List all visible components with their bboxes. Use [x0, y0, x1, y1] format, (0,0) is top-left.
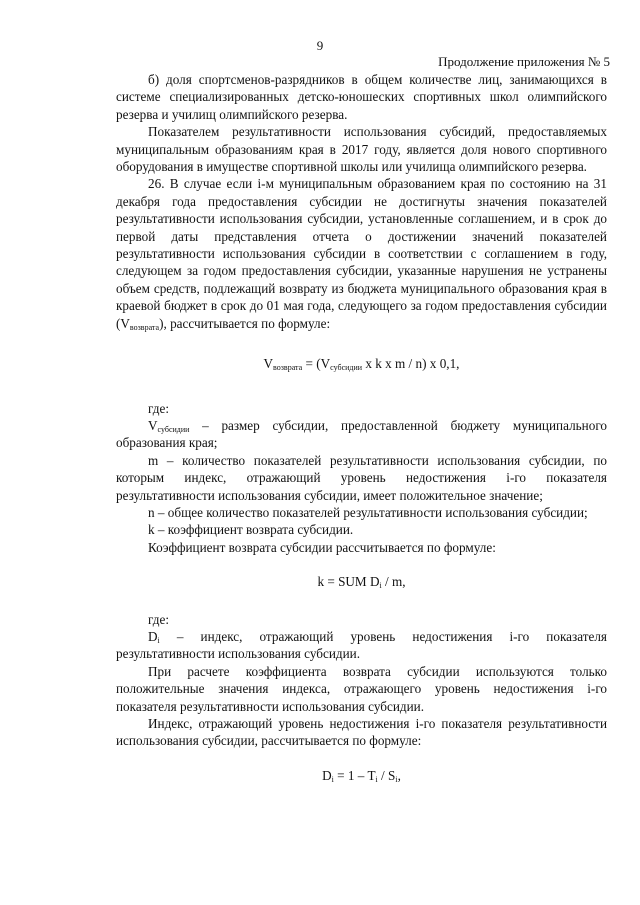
formula-di — [116, 767, 607, 784]
def-vsub-text: – размер субсидии, предоставленной бюджету муниципального образования края; — [116, 417, 607, 451]
paragraph-26 — [116, 175, 607, 332]
def-vsub-v: V — [148, 417, 158, 433]
paragraph-b: б) доля спортсменов-разрядников в общем количестве лиц, занимающихся в системе специализированных детско-юношеских спортивных школ олимпийского резерва и училищ олимпийского резерва. — [116, 72, 607, 122]
body-text — [116, 71, 607, 784]
formula-v-return — [116, 355, 607, 372]
paragraph-positive-values: При расчете коэффициента возврата субсидии используются только положительные значения индекса, отражающего уровень недостижения i-го показателя результативности использования субсидии. — [116, 663, 607, 714]
formula3-mid: = 1 – T — [333, 767, 376, 783]
definition-di — [116, 628, 607, 663]
formula1-v-sub: возврата — [273, 363, 303, 373]
formula3-t-sub: i — [375, 774, 378, 784]
formula1-end: х k х m / n) х 0,1, — [362, 356, 460, 372]
where-label-1: где: — [148, 400, 169, 416]
paragraph-26-main: 26. В случае если i-м муниципальным образованием края по состоянию на 31 декабря года предоставления субсидии не достигнуты значения показателей результативности использования субсидии, установленные соглашением, и в срок до первой даты представления отчета о достижении значений показателей результативности использования субсидии в соответствии с соглашением в году, следующем за годом предоставления субсидии, указанные нарушения не устранены объем средств, подлежащий возврату из бюджета муниципального образования края в краевой бюджет в срок до 01 мая года, следующего за годом предоставления субсидии (V — [116, 176, 607, 331]
paragraph-index: Индекс, отражающий уровень недостижения i-го показателя результативности использования субсидии, рассчитывается по формуле: — [116, 716, 607, 749]
definition-k: k – коэффициент возврата субсидии. — [148, 522, 354, 538]
formula3-end: , — [397, 767, 401, 783]
k-formula-intro: Коэффициент возврата субсидии рассчитывается по формуле: — [148, 539, 496, 555]
formula3-s-sub: i — [395, 774, 398, 784]
formula2-end: / m, — [381, 574, 406, 590]
where-label-2: где: — [148, 611, 169, 627]
paragraph-indicator: Показателем результативности использования субсидий, предоставляемых муниципальным образованиям края в 2017 году, является доля нового спортивного оборудования в имуществе спортивной школы или училища олимпийского резерва. — [116, 124, 607, 175]
formula3-d: D — [322, 767, 332, 783]
def-di-sub: i — [157, 635, 160, 645]
page-number: 9 — [316, 38, 324, 53]
formula2-sub: i — [379, 581, 382, 591]
def-vsub-sub: субсидии — [157, 424, 190, 434]
formula-k — [116, 573, 607, 590]
def-di-text: – индекс, отражающий уровень недостижения i-го показателя результативности использования субсидии. — [116, 628, 607, 662]
formula3-mid2: / S — [377, 767, 396, 783]
continuation-header: Продолжение приложения № 5 — [438, 54, 610, 69]
formula1-mid-sub: субсидии — [330, 363, 363, 373]
paragraph-26-end: ), рассчитывается по формуле: — [159, 315, 331, 331]
definition-n: n – общее количество показателей результативности использования субсидии; — [148, 504, 588, 520]
formula1-mid: = (V — [302, 356, 331, 372]
formula1-v: V — [263, 356, 274, 372]
definition-m: m – количество показателей результативности использования субсидии, по которым индекс, отражающий уровень недостижения i-го показателя результативности использования субсидии, имеет положительное значение; — [116, 452, 607, 503]
def-di-d: D — [148, 628, 158, 644]
paragraph-26-subscript: возврата — [129, 322, 160, 332]
formula2-start: k = SUM D — [317, 574, 380, 590]
definition-v-subsidy — [116, 417, 607, 452]
formula3-d-sub: i — [331, 774, 334, 784]
